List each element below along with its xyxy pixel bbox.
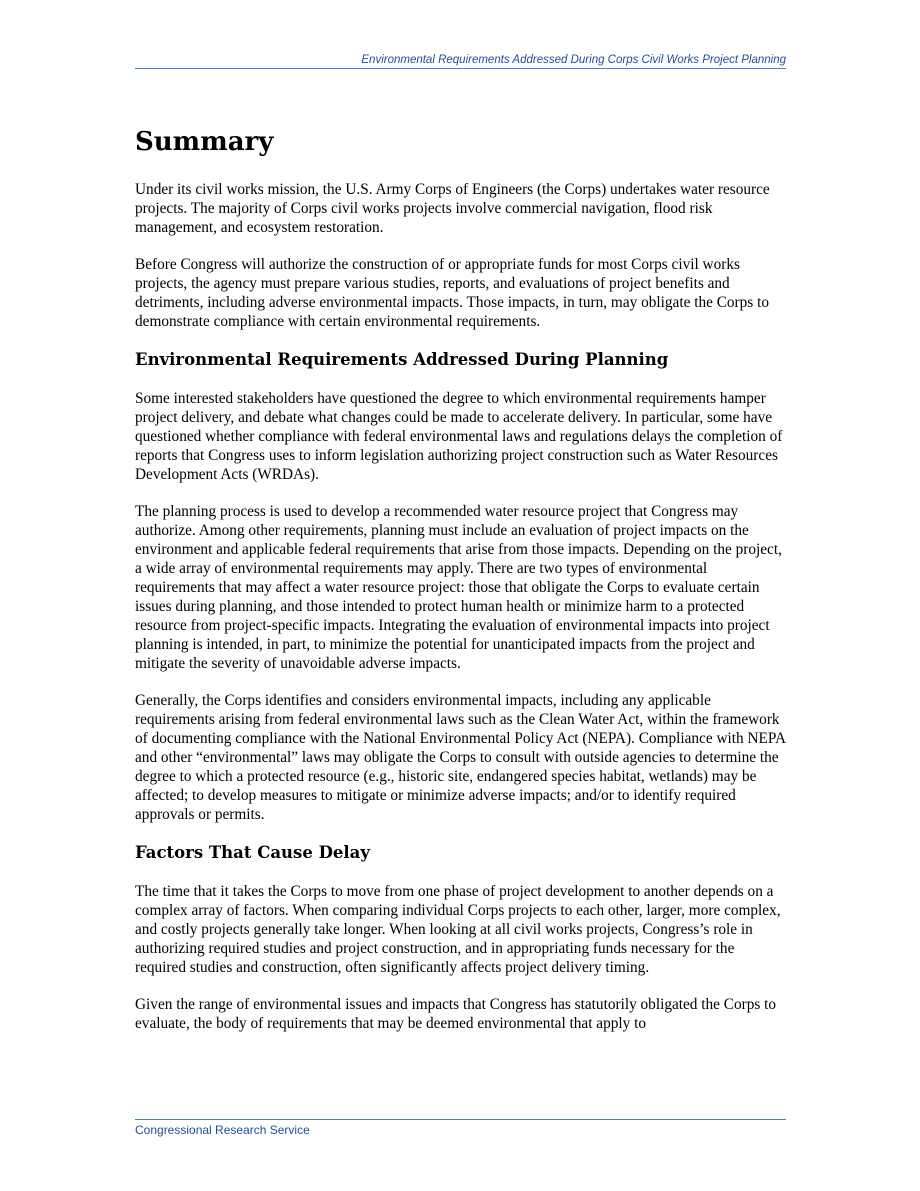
summary-paragraph-1: Under its civil works mission, the U.S. Army Corps of Engineers (the Corps) undertakes water resource projects. The majority of Corps civil works projects involve commercial navigation, flood risk management, and ecosystem restoration. bbox=[135, 181, 770, 236]
footer-organization: Congressional Research Service bbox=[135, 1123, 310, 1137]
section-heading-requirements: Environmental Requirements Addressed During Planning bbox=[135, 350, 669, 369]
delay-paragraph-1: The time that it takes the Corps to move from one phase of project development to another depends on a complex array of factors. When comparing individual Corps projects to each other, larger, more complex, and costly projects generally take longer. When looking at all civil works projects, Congress’s role in authorizing required studies and project construction, and in appropriating funds necessary for the required studies and construction, often significantly affects project delivery timing. bbox=[135, 883, 781, 976]
delay-paragraph-2: Given the range of environmental issues and impacts that Congress has statutorily obligated the Corps to evaluate, the body of requirements that may be deemed environmental that apply to bbox=[135, 996, 777, 1032]
summary-paragraph-2: Before Congress will authorize the construction of or appropriate funds for most Corps civil works projects, the agency must prepare various studies, reports, and evaluations of project benefits and detriments, including adverse environmental impacts. Those impacts, in turn, may obligate the Corps to demonstrate compliance with certain environmental requirements. bbox=[135, 256, 769, 330]
requirements-paragraph-3: Generally, the Corps identifies and considers environmental impacts, including any applicable requirements arising from federal environmental laws such as the Clean Water Act, within the framework of documenting compliance with the National Environmental Policy Act (NEPA). Compliance with NEPA and other “environmental” laws may obligate the Corps to consult with outside agencies to determine the degree to which a protected resource (e.g., historic site, endangered species habitat, wetlands) may be affected; to develop measures to mitigate or minimize adverse impacts; and/or to identify required approvals or permits. bbox=[135, 692, 786, 823]
page-content bbox=[135, 118, 786, 1051]
summary-title: Summary bbox=[135, 127, 274, 157]
section-heading-delay: Factors That Cause Delay bbox=[135, 843, 370, 862]
requirements-paragraph-2: The planning process is used to develop a recommended water resource project that Congress may authorize. Among other requirements, planning must include an evaluation of project impacts on the environment and applicable federal requirements that arise from those impacts. Depending on the project, a wide array of environmental requirements may apply. There are two types of environmental requirements that may affect a water resource project: those that obligate the Corps to evaluate certain issues during planning, and those intended to protect human health or minimize harm to a protected resource from project-specific impacts. Integrating the evaluation of environmental impacts into project planning is intended, in part, to minimize the potential for unanticipated impacts from the project and mitigate the severity of unavoidable adverse impacts. bbox=[135, 503, 782, 672]
requirements-paragraph-1: Some interested stakeholders have questioned the degree to which environmental requirements hamper project delivery, and debate what changes could be made to accelerate delivery. In particular, some have questioned whether compliance with federal environmental laws and regulations delays the completion of reports that Congress uses to inform legislation authorizing project construction such as Water Resources Development Acts (WRDAs). bbox=[135, 390, 783, 483]
running-header-title: Environmental Requirements Addressed During Corps Civil Works Project Planning bbox=[361, 54, 786, 66]
header-rule bbox=[135, 68, 786, 69]
footer-rule bbox=[135, 1119, 786, 1120]
